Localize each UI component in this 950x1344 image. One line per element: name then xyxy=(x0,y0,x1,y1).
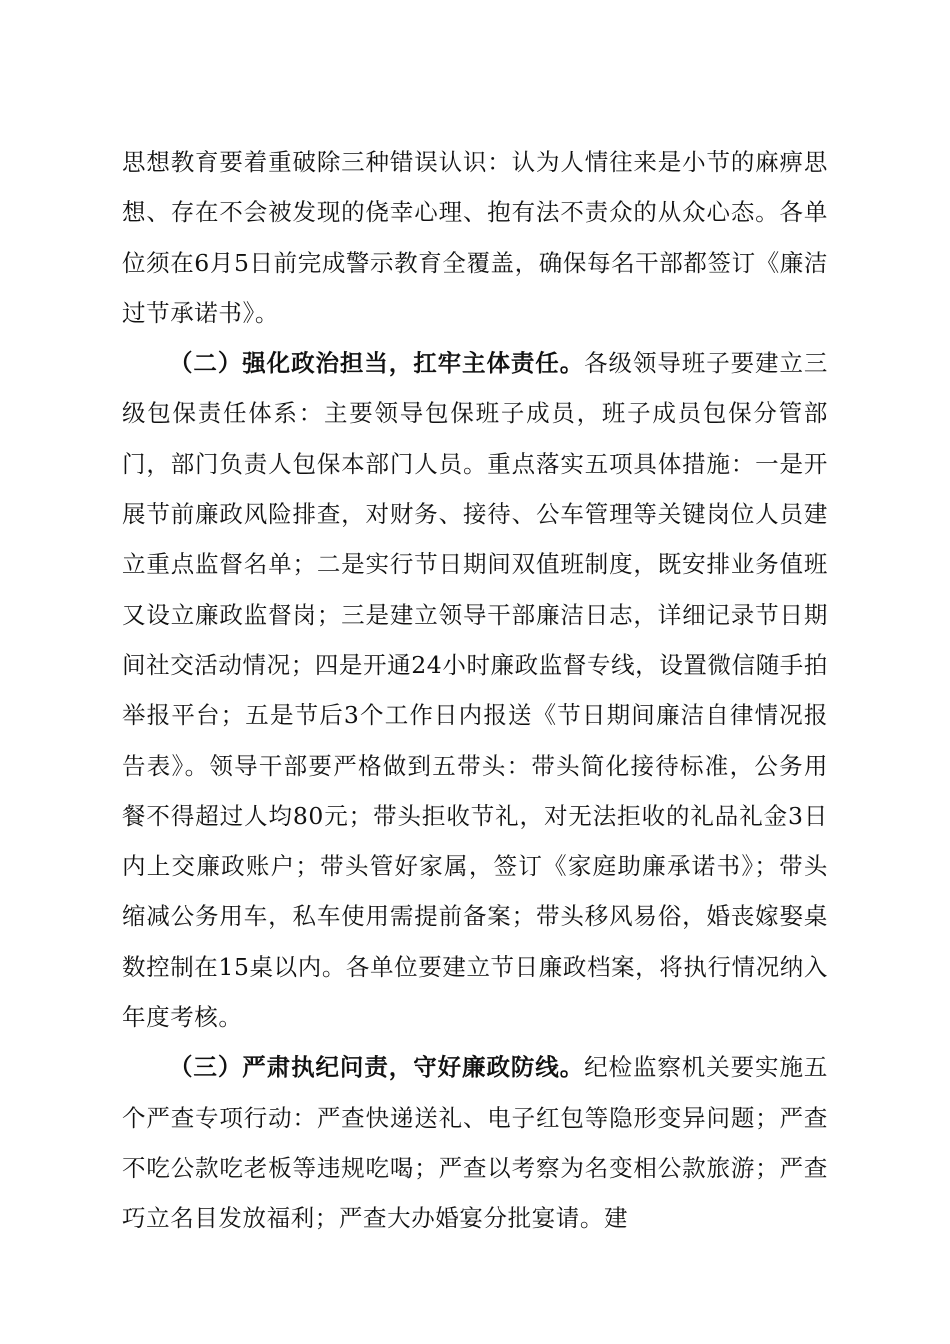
paragraph-1 xyxy=(122,137,828,338)
paragraph-3 xyxy=(122,1042,828,1243)
document-body xyxy=(122,137,828,1244)
paragraph-3-body: 纪检监察机关要实施五个严查专项行动：严查快递送礼、电子红包等隐形变异问题；严查不吃公款吃老板等违规吃喝；严查以考察为名变相公款旅游；严查巧立名目发放福利；严查大办婚宴分批宴请。建 xyxy=(122,1053,828,1233)
section-3-heading: （三）严肃执纪问责，守好廉政防线。 xyxy=(169,1053,585,1082)
paragraph-2 xyxy=(122,338,828,1042)
section-2-heading: （二）强化政治担当，扛牢主体责任。 xyxy=(169,349,585,378)
paragraph-2-body: 各级领导班子要建立三级包保责任体系：主要领导包保班子成员，班子成员包保分管部门，部门负责人包保本部门人员。重点落实五项具体措施：一是开展节前廉政风险排查，对财务、接待、公车管理等关键岗位人员建立重点监督名单；二是实行节日期间双值班制度，既安排业务值班又设立廉政监督岗；三是建立领导干部廉洁日志，详细记录节日期间社交活动情况；四是开通24小时廉政监督专线，设置微信随手拍举报平台；五是节后3个工作日内报送《节日期间廉洁自律情况报告表》。领导干部要严格做到五带头：带头简化接待标准，公务用餐不得超过人均80元；带头拒收节礼，对无法拒收的礼品礼金3日内上交廉政账户；带头管好家属，签订《家庭助廉承诺书》；带头缩减公务用车，私车使用需提前备案；带头移风易俗，婚丧嫁娶桌数控制在15桌以内。各单位要建立节日廉政档案，将执行情况纳入年度考核。 xyxy=(122,349,828,1032)
paragraph-1-body: 思想教育要着重破除三种错误认识：认为人情往来是小节的麻痹思想、存在不会被发现的侥幸心理、抱有法不责众的从众心态。各单位须在6月5日前完成警示教育全覆盖，确保每名干部都签订《廉洁过节承诺书》。 xyxy=(122,148,828,327)
